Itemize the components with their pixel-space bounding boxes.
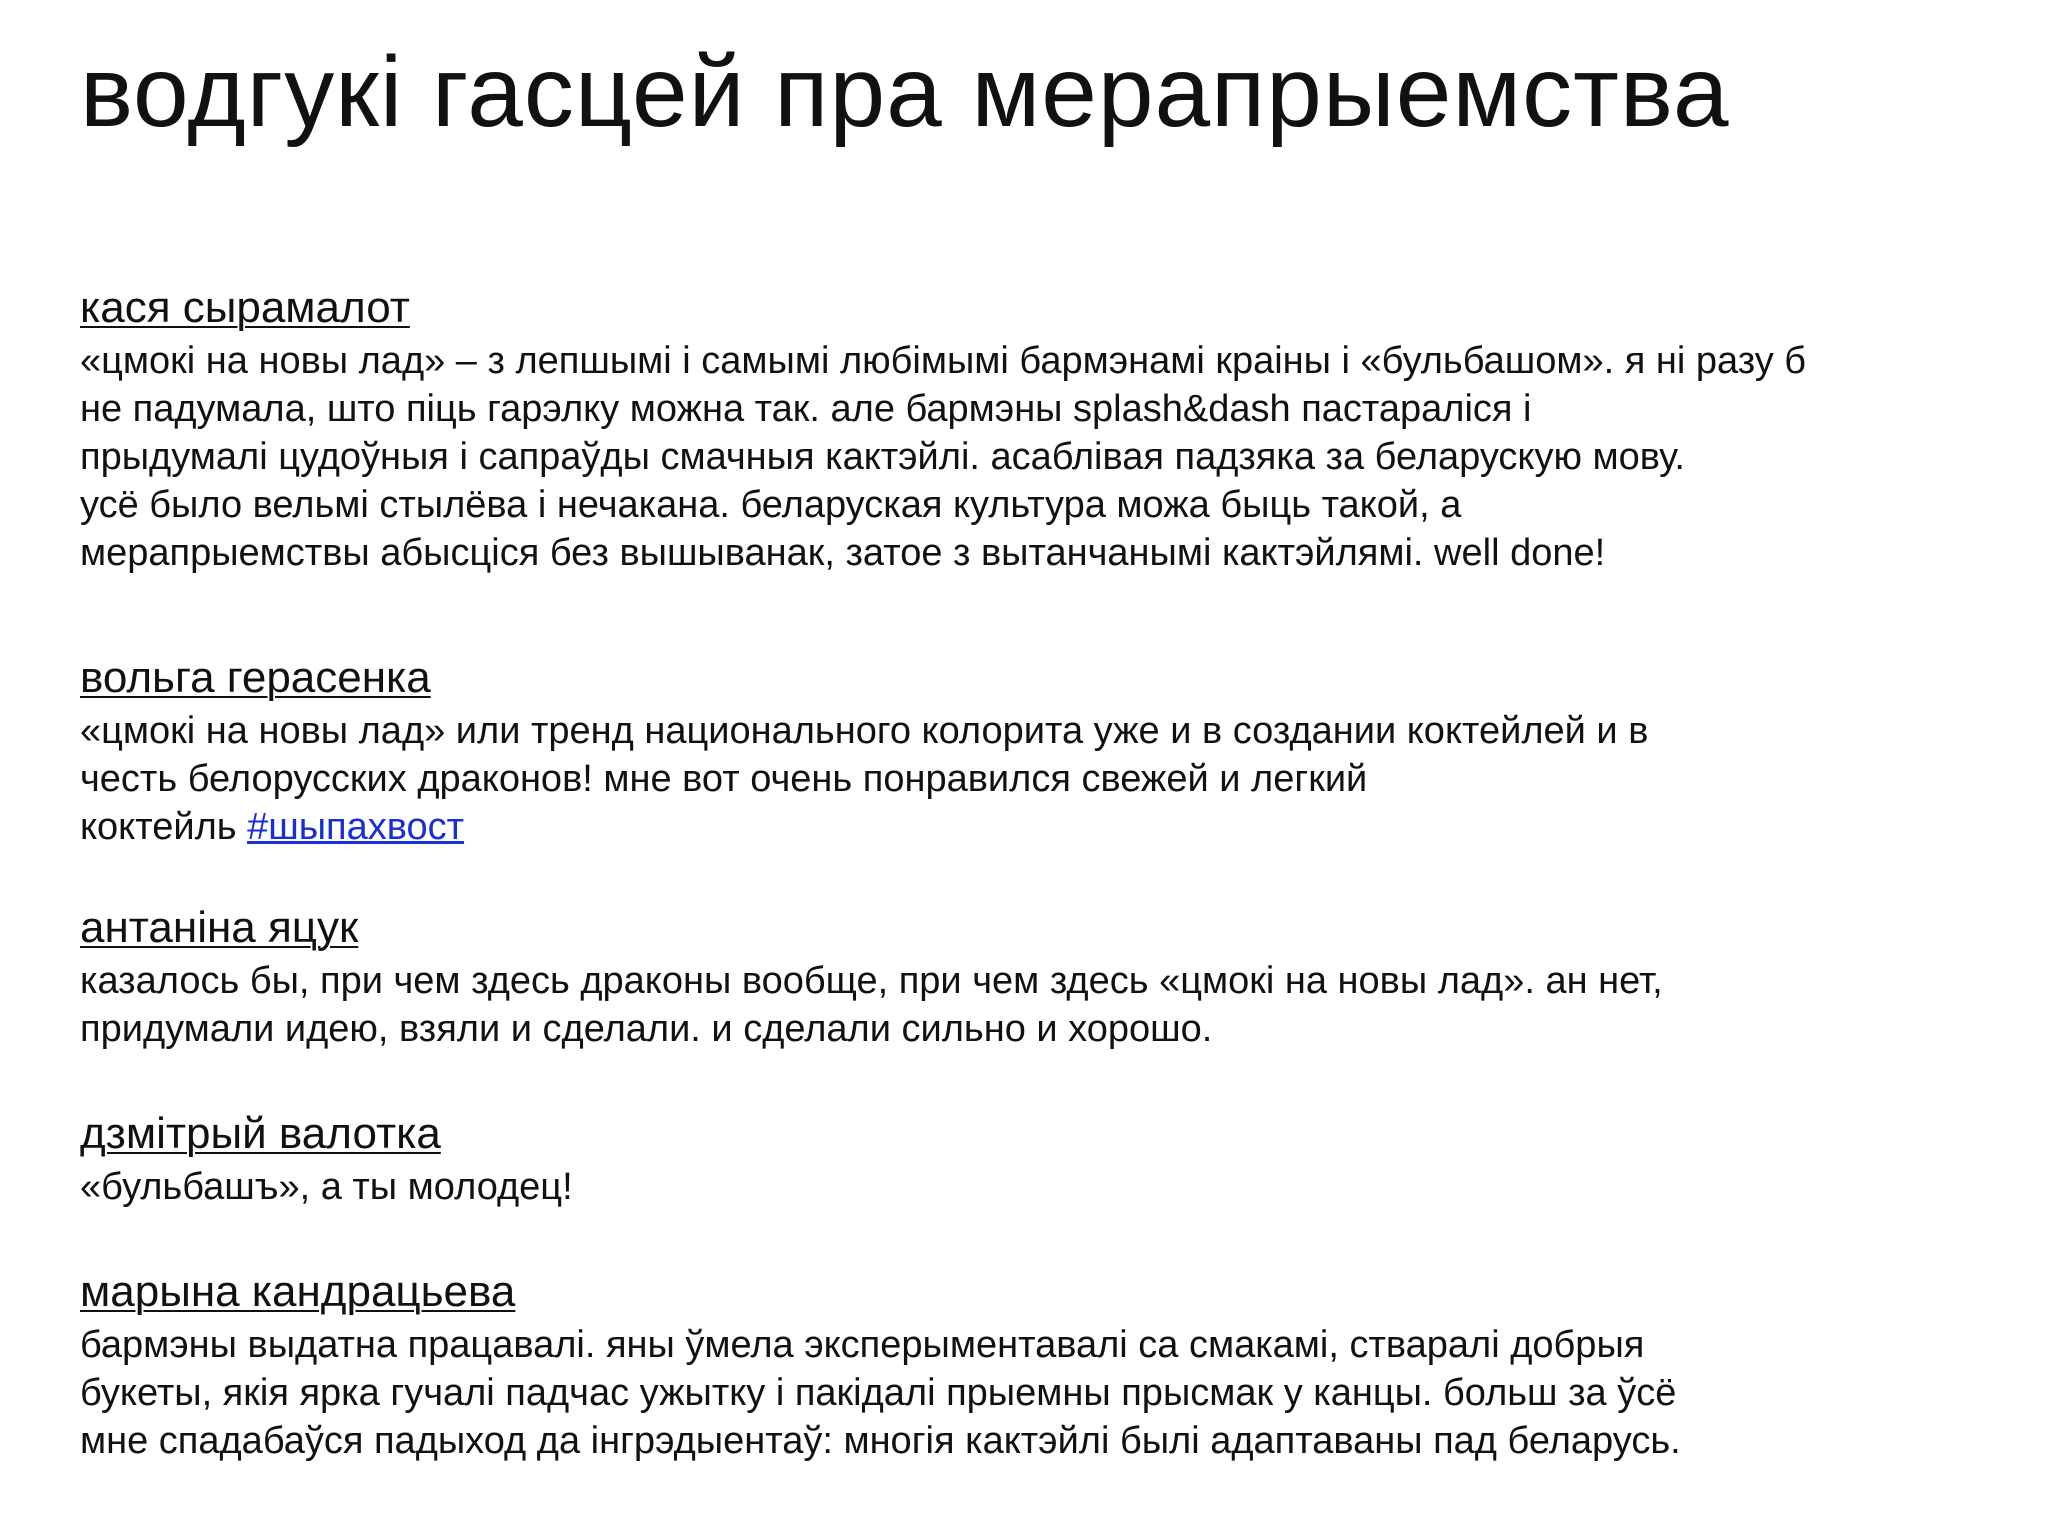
review-text: «бульбашъ», а ты молодец! — [80, 1165, 573, 1208]
review-text: «цмокі на новы лад» – з лепшымі і самымі любімымі бармэнамі краіны і «бульбашом». я ні разу б не падумала, што піць гарэлку можна так. але бармэны splash&dash пастараліся і прыдумалі цудоўныя і сапраўды смачныя кактэйлі. асаблівая падзяка за беларускую мову. усё было вельмі стылёва і нечакана. беларуская культура можа быць такой, а мерапрыемствы абысціся без вышыванак, затое з вытанчанымі кактэйлямі. well done! — [80, 339, 1807, 574]
review-item — [80, 282, 1980, 577]
review-item — [80, 1108, 1980, 1211]
review-text-body: «цмокі на новы лад» или тренд национального колорита уже и в создании коктейлей и в честь белорусских драконов! мне вот очень понравился свежей и легкий коктейль — [80, 709, 1649, 848]
review-item — [80, 902, 1980, 1053]
review-author-link[interactable]: кася сырамалот — [80, 283, 410, 332]
review-author-link[interactable]: антаніна яцук — [80, 903, 359, 952]
review-item — [80, 652, 1980, 851]
review-author-link[interactable]: дзмітрый валотка — [80, 1109, 441, 1158]
review-author-link[interactable]: вольга герасенка — [80, 653, 431, 702]
review-author-link[interactable]: марына кандрацьева — [80, 1267, 516, 1316]
reviews-page — [80, 0, 1980, 1536]
review-item — [80, 1266, 1980, 1465]
review-text — [80, 707, 1980, 851]
hashtag-link[interactable]: #шыпахвост — [247, 805, 465, 848]
review-text: казалось бы, при чем здесь драконы вообще, при чем здесь «цмокі на новы лад». ан нет, придумали идею, взяли и сделали. и сделали сильно и хорошо. — [80, 959, 1663, 1050]
review-text: бармэны выдатна працавалі. яны ўмела эксперыментавалі са смакамі, стваралі добрыя букеты, якія ярка гучалі падчас ужытку і пакідалі прыемны прысмак у канцы. больш за ўсё мне спадабаўся падыход да інгрэдыентаў: многія кактэйлі былі адаптаваны пад беларусь. — [80, 1323, 1681, 1462]
page-title: водгукі гасцей пра мерапрыемства — [80, 36, 1730, 148]
